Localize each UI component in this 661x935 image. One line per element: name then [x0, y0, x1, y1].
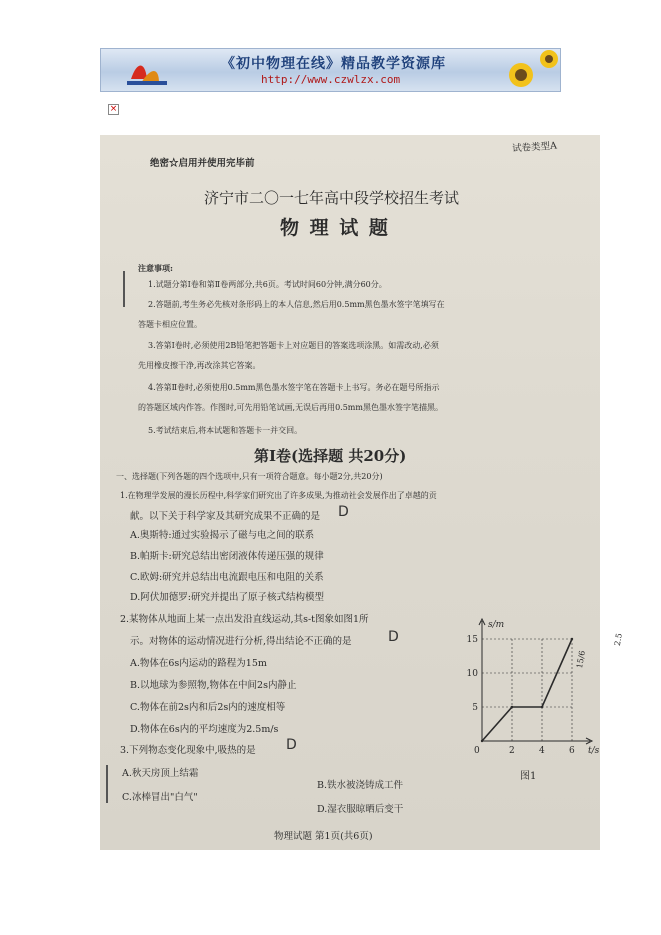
exam-subject: 物 理 试 题: [280, 217, 390, 239]
x-tick-label: 0: [474, 746, 480, 756]
q2-option: A.物体在6s内运动的路程为15m: [130, 658, 267, 669]
q2-option: D.物体在6s内的平均速度为2.5m/s: [130, 724, 279, 735]
q1-option: A.奥斯特:通过实验揭示了磁与电之间的联系: [130, 530, 315, 541]
note-line: 2.答题前,考生务必先核对条形码上的本人信息,然后用0.5mm黑色墨水签字笔填写在: [148, 300, 445, 309]
q1-option: D.阿伏加德罗:研究并提出了原子核式结构模型: [130, 592, 324, 603]
q1-stem: 献。以下关于科学家及其研究成果不正确的是: [130, 511, 321, 522]
margin-note: 2.5: [612, 632, 624, 647]
q1-stem: 1.在物理学发展的漫长历程中,科学家们研究出了许多成果,为推动社会发展作出了卓越的贡: [120, 491, 437, 500]
resource-banner[interactable]: [100, 48, 561, 92]
pen-mark: [106, 765, 108, 803]
q3-option: C.冰棒冒出"白气": [122, 792, 198, 803]
x-axis-label: t/s: [588, 746, 600, 756]
pen-mark: [123, 271, 125, 307]
confidential-label: 绝密☆启用并使用完毕前: [150, 158, 255, 169]
exam-photo: [100, 135, 624, 850]
page-footer: 物理试题 第1页(共6页): [274, 831, 373, 842]
q1-option: C.欧姆:研究并总结出电流跟电压和电阻的关系: [130, 572, 324, 583]
q3-handwritten-answer: D: [286, 737, 297, 753]
q3-option: B.铁水被浇铸成工件: [317, 780, 404, 791]
st-data-point: [481, 740, 483, 742]
x-tick-label: 4: [539, 746, 545, 756]
exam-header: 济宁市二〇一七年高中段学校招生考试: [204, 189, 460, 207]
st-graph: [450, 613, 600, 782]
q2-option: C.物体在前2s内和后2s内的速度相等: [130, 702, 286, 713]
q3-stem: 3.下列物态变化现象中,吸热的是: [120, 745, 256, 756]
notes-title: 注意事项:: [138, 263, 173, 273]
st-data-point: [541, 706, 543, 708]
st-data-point: [511, 706, 513, 708]
section-intro: 一、选择题(下列各题的四个选项中,只有一项符合题意。每小题2分,共20分): [116, 472, 383, 481]
y-axis-label: s/m: [488, 620, 505, 630]
figure-caption: 图1: [520, 771, 537, 782]
note-line: 5.考试结束后,将本试题和答题卡一并交回。: [148, 426, 303, 435]
x-tick-label: 6: [569, 746, 575, 756]
note-line: 1.试题分第Ⅰ卷和第Ⅱ卷两部分,共6页。考试时间60分钟,满分60分。: [148, 280, 387, 289]
y-tick-label: 5: [472, 703, 478, 713]
st-data-point: [571, 638, 573, 640]
section-title: 第Ⅰ卷(选择题 共20分): [254, 447, 407, 465]
banner-url[interactable]: http://www.czwlzx.com: [261, 73, 401, 86]
y-tick-label: 10: [466, 669, 478, 679]
exam-type-label: 试卷类型A: [511, 140, 558, 155]
q2-option: B.以地球为参照物,物体在中间2s内静止: [130, 680, 297, 691]
broken-image-icon: ×: [109, 104, 118, 114]
q1-option: B.帕斯卡:研究总结出密闭液体传递压强的规律: [130, 551, 324, 562]
q2-stem: 2.某物体从地面上某一点出发沿直线运动,其s-t图象如图1所: [120, 614, 369, 625]
q3-option: A.秋天房顶上结霜: [122, 768, 199, 779]
note-line: 答题卡相应位置。: [138, 320, 202, 329]
margin-note: 15/6: [574, 649, 587, 670]
x-tick-label: 2: [509, 746, 515, 756]
q2-handwritten-answer: D: [388, 629, 399, 645]
q3-option: D.湿衣服晾晒后变干: [317, 804, 404, 815]
q2-stem: 示。对物体的运动情况进行分析,得出结论不正确的是: [130, 636, 352, 647]
logo-icon: [127, 66, 167, 86]
banner-title: 《初中物理在线》精品教学资源库: [221, 56, 446, 72]
y-tick-label: 15: [466, 635, 478, 645]
note-line: 4.答第Ⅱ卷时,必须使用0.5mm黑色墨水签字笔在答题卡上书写。务必在题号所指示: [148, 383, 440, 392]
sunflower-icon: [509, 50, 558, 87]
note-line: 先用橡皮擦干净,再改涂其它答案。: [138, 361, 261, 370]
note-line: 3.答第Ⅰ卷时,必须使用2B铅笔把答题卡上对应题目的答案选项涂黑。如需改动,必须: [148, 341, 439, 350]
q1-handwritten-answer: D: [338, 504, 349, 520]
st-series-line: [482, 639, 572, 741]
note-line: 的答题区域内作答。作图时,可先用铅笔试画,无误后再用0.5mm黑色墨水签字笔描黑。: [138, 403, 443, 412]
